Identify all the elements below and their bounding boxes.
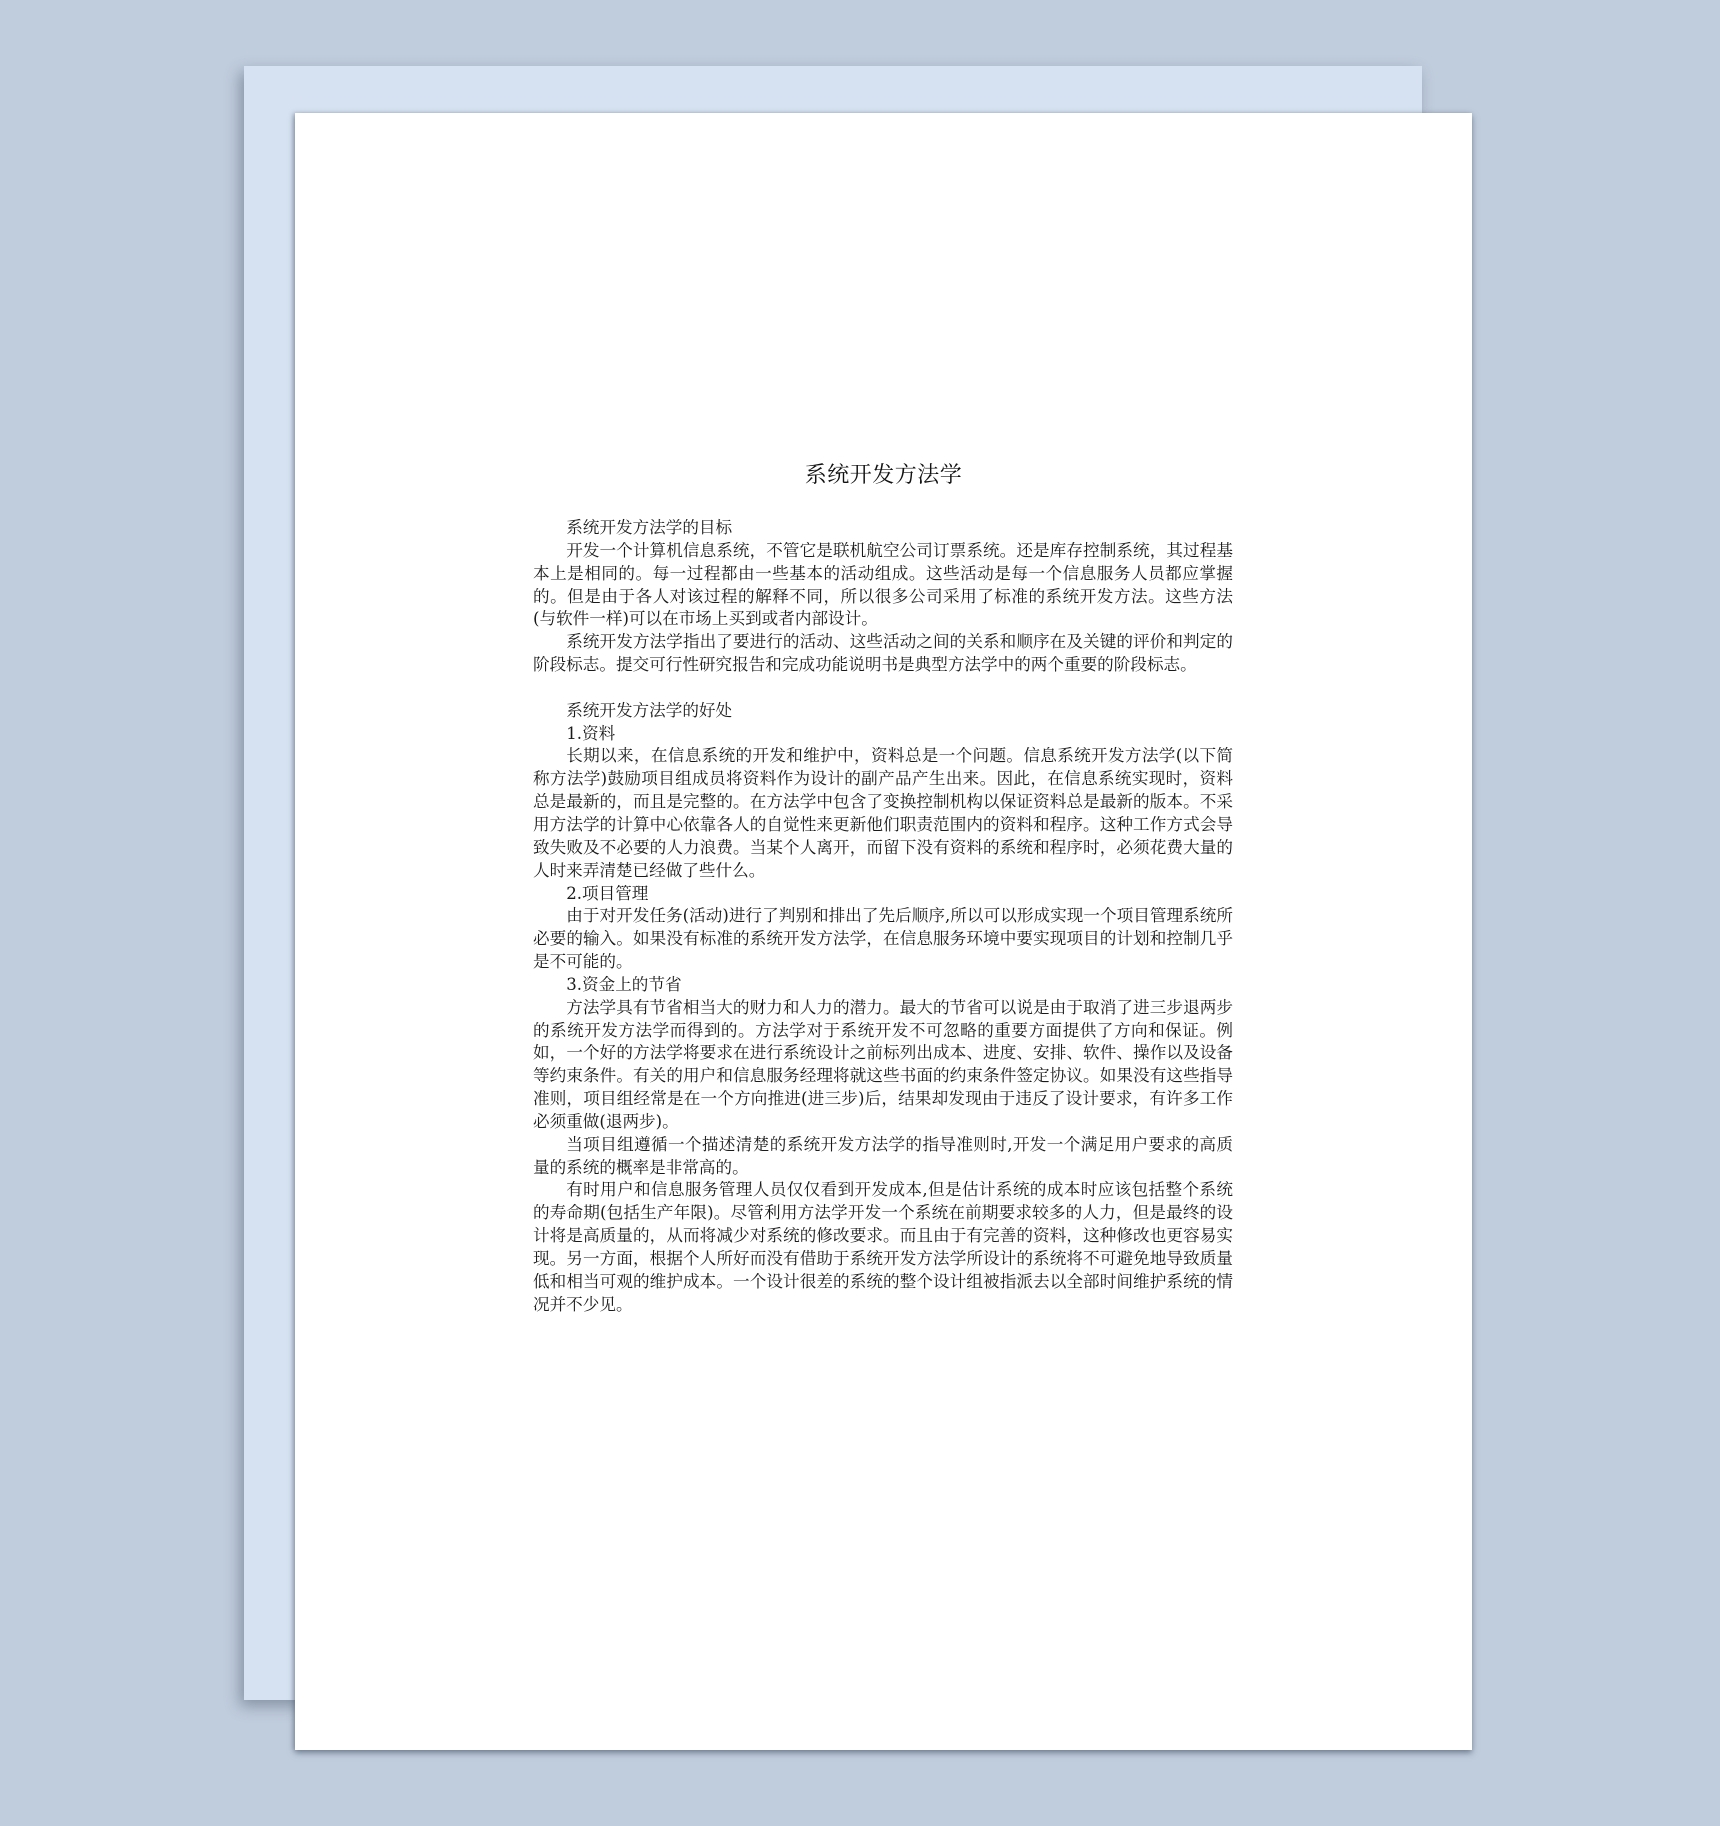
- subheading-cost-savings: 3.资金上的节省: [566, 974, 682, 994]
- subheading-documentation: 1.资料: [566, 723, 616, 743]
- paragraph: 开发一个计算机信息系统，不管它是联机航空公司订票系统。还是库存控制系统，其过程基本上是相同的。每一过程都由一些基本的活动组成。这些活动是每一个信息服务人员都应掌握的。但是由于各人对该过程的解释不同，所以很多公司采用了标准的系统开发方法。这些方法(与软件一样)可以在市场上买到或者内部设计。: [533, 540, 1233, 629]
- section-heading-benefits: 系统开发方法学的好处: [566, 700, 733, 720]
- paragraph: 当项目组遵循一个描述清楚的系统开发方法学的指导准则时,开发一个满足用户要求的高质量的系统的概率是非常高的。: [533, 1134, 1233, 1177]
- section-heading-goals: 系统开发方法学的目标: [566, 518, 733, 537]
- paragraph: 长期以来，在信息系统的开发和维护中，资料总是一个问题。信息系统开发方法学(以下简称方法学)鼓励项目组成员将资料作为设计的副产品产生出来。因此，在信息系统实现时，资料总是最新的，而且是完整的。在方法学中包含了变换控制机构以保证资料总是最新的版本。不采用方法学的计算中心依靠各人的自觉性来更新他们职责范围内的资料和程序。这种工作方式会导致失败及不必要的人力浪费。当某个人离开，而留下没有资料的系统和程序时，必须花费大量的人时来弄清楚已经做了些什么。: [533, 746, 1233, 880]
- paragraph: 系统开发方法学指出了要进行的活动、这些活动之间的关系和顺序在及关键的评价和判定的阶段标志。提交可行性研究报告和完成功能说明书是典型方法学中的两个重要的阶段标志。: [533, 632, 1233, 675]
- paragraph: 有时用户和信息服务管理人员仅仅看到开发成本,但是估计系统的成本时应该包括整个系统的寿命期(包括生产年限)。尽管利用方法学开发一个系统在前期要求较多的人力，但是最终的设计将是高质量的，从而将减少对系统的修改要求。而且由于有完善的资料，这种修改也更容易实现。另一方面，根据个人所好而没有借助于系统开发方法学所设计的系统将不可避免地导致质量低和相当可观的维护成本。一个设计很差的系统的整个设计组被指派去以全部时间维护系统的情况并不少见。: [533, 1180, 1233, 1314]
- document-body: [533, 517, 1233, 1317]
- document-page: [295, 113, 1472, 1750]
- blank-line: [533, 677, 1233, 700]
- subheading-project-management: 2.项目管理: [566, 883, 649, 903]
- document-title: 系统开发方法学: [804, 463, 963, 488]
- paragraph: 由于对开发任务(活动)进行了判别和排出了先后顺序,所以可以形成实现一个项目管理系统所必要的输入。如果没有标准的系统开发方法学，在信息服务环境中要实现项目的计划和控制几乎是不可能的。: [533, 906, 1233, 972]
- paragraph: 方法学具有节省相当大的财力和人力的潜力。最大的节省可以说是由于取消了进三步退两步的系统开发方法学而得到的。方法学对于系统开发不可忽略的重要方面提供了方向和保证。例如，一个好的方法学将要求在进行系统设计之前标列出成本、进度、安排、软件、操作以及设备等约束条件。有关的用户和信息服务经理将就这些书面的约束条件签定协议。如果没有这些指导准则，项目组经常是在一个方向推进(进三步)后，结果却发现由于违反了设计要求，有许多工作必须重做(退两步)。: [533, 997, 1233, 1131]
